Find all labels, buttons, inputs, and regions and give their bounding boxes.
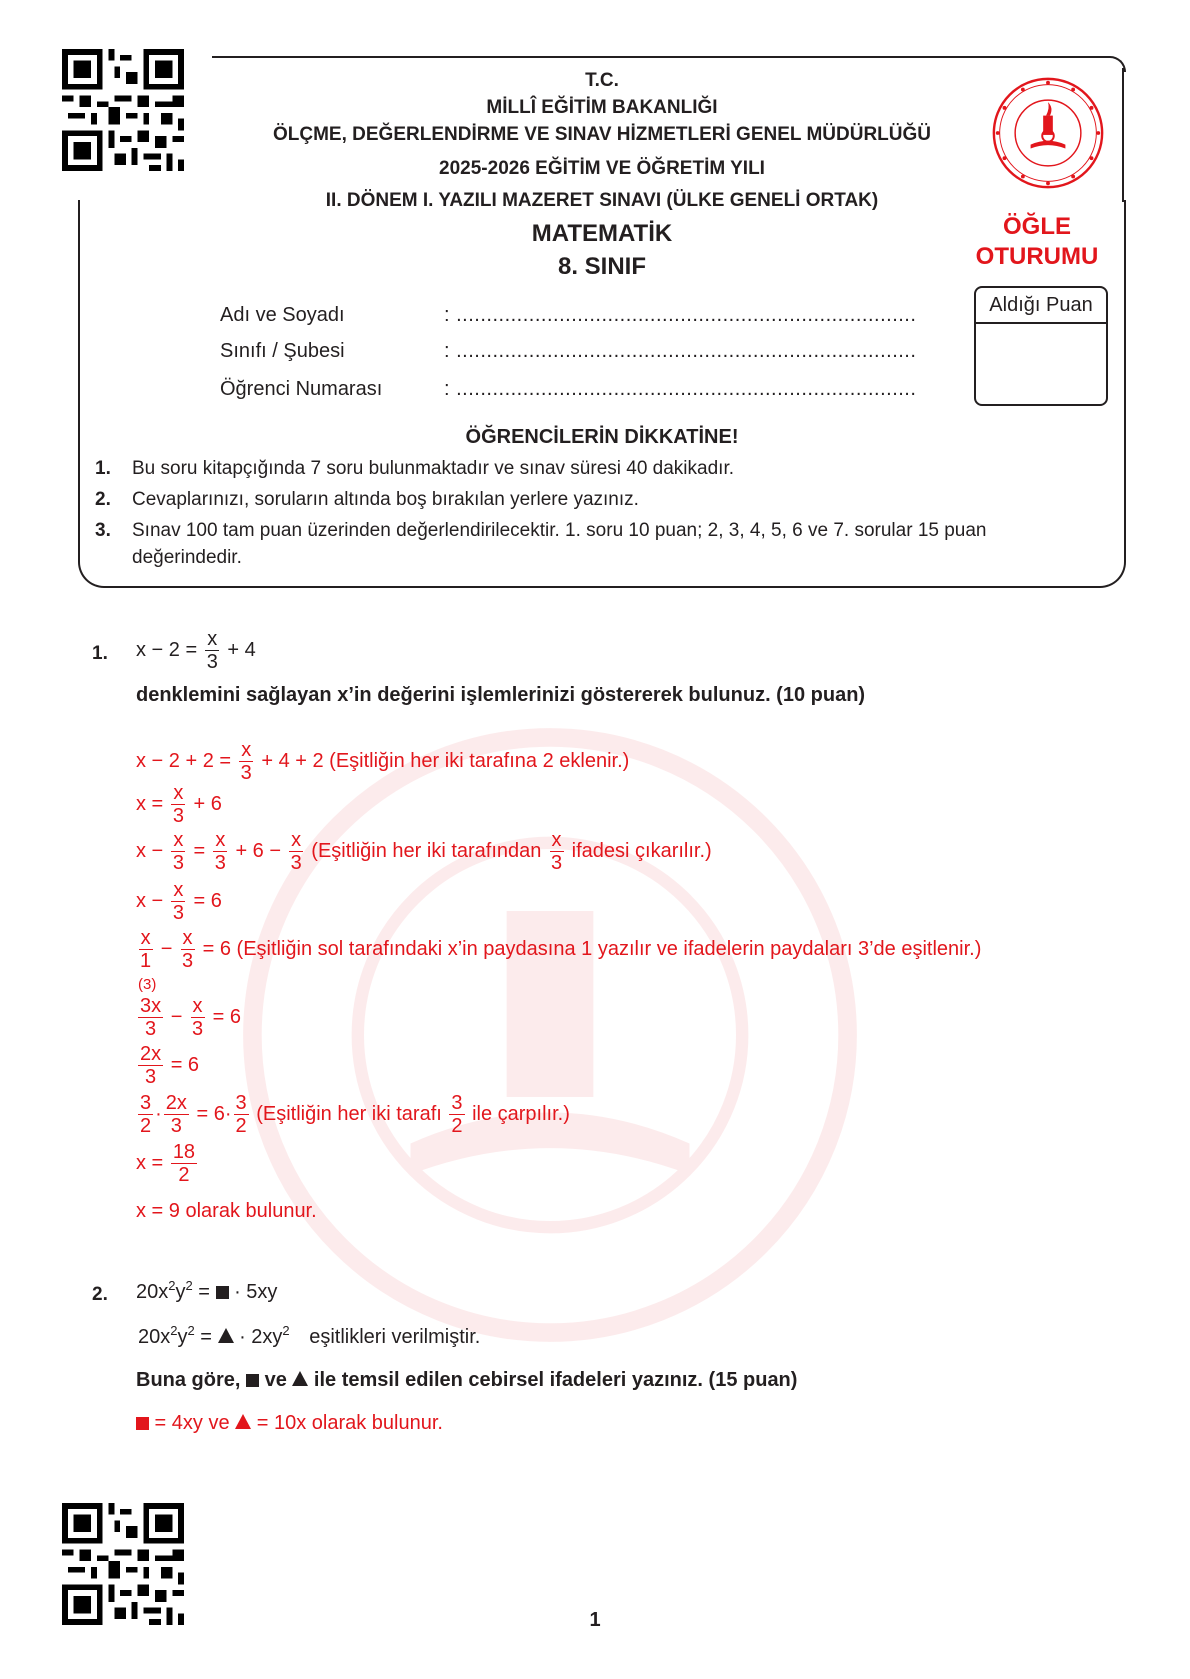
step-text: = 6 bbox=[193, 889, 222, 912]
numerator: x bbox=[241, 739, 252, 761]
numerator: 2x bbox=[140, 1043, 162, 1065]
prompt-text: ile temsil edilen cebirsel ifadeleri yazınız. (15 puan) bbox=[308, 1369, 798, 1391]
question-2-number: 2. bbox=[92, 1284, 108, 1305]
fraction bbox=[180, 928, 195, 971]
fraction bbox=[138, 1044, 163, 1087]
field-name-blank[interactable]: : ............................................................................ bbox=[444, 304, 917, 326]
field-class-label: Sınıfı / Şubesi bbox=[220, 340, 345, 362]
term: y bbox=[175, 1281, 186, 1303]
question-2-equation-2 bbox=[138, 1323, 481, 1349]
numerator: x bbox=[551, 829, 562, 851]
fraction bbox=[449, 1093, 464, 1136]
question-1-equation bbox=[136, 629, 256, 672]
denominator: 2 bbox=[178, 1164, 190, 1186]
equation-right: + 4 bbox=[227, 638, 256, 661]
denominator: 3 bbox=[214, 852, 226, 874]
term: · 2xy bbox=[233, 1326, 283, 1348]
subject-title: MATEMATİK bbox=[531, 220, 673, 247]
answer-text: = 4xy ve bbox=[149, 1412, 236, 1434]
triangle-symbol-icon bbox=[235, 1414, 251, 1429]
answer-text: = 10x olarak bulunur. bbox=[251, 1412, 443, 1434]
denominator: 3 bbox=[170, 1115, 182, 1137]
session-label-line2: OTURUMU bbox=[975, 243, 1099, 270]
numerator: x bbox=[291, 829, 302, 851]
step-text: x = bbox=[136, 792, 164, 815]
step-text: + 4 + 2 (Eşitliğin her iki tarafına 2 eklenir.) bbox=[261, 749, 630, 772]
fraction bbox=[138, 996, 163, 1039]
numerator: 3 bbox=[235, 1092, 247, 1114]
header-frame-side bbox=[1122, 68, 1124, 202]
term: 20x bbox=[138, 1326, 171, 1348]
field-student-number-blank[interactable]: : ............................................................................ bbox=[444, 378, 917, 400]
term: = bbox=[194, 1326, 218, 1348]
header-directorate: ÖLÇME, DEĞERLENDİRME VE SINAV HİZMETLERİ GENEL MÜDÜRLÜĞÜ bbox=[273, 124, 931, 145]
fraction bbox=[289, 830, 304, 873]
denominator: 3 bbox=[172, 805, 184, 827]
step-text: + 6 − bbox=[235, 839, 282, 862]
equation-left: x − 2 = bbox=[136, 638, 198, 661]
denominator: 3 bbox=[172, 852, 184, 874]
step-text: − bbox=[170, 1005, 183, 1028]
fraction bbox=[190, 996, 205, 1039]
step-text: = 6 (Eşitliğin sol tarafındaki x’in paydasına 1 yazılır ve ifadelerin paydaları 3’de eşitlenir.) bbox=[202, 937, 982, 960]
numerator: x bbox=[207, 628, 218, 650]
solution-result: x = 9 olarak bulunur. bbox=[136, 1200, 317, 1222]
numerator: x bbox=[192, 995, 203, 1017]
triangle-symbol-icon bbox=[218, 1328, 234, 1343]
page-number: 1 bbox=[589, 1609, 601, 1631]
numerator: 2x bbox=[165, 1092, 187, 1114]
denominator: 3 bbox=[172, 902, 184, 924]
question-2-answer bbox=[136, 1412, 443, 1435]
solution-step-1 bbox=[136, 740, 629, 783]
term: y bbox=[177, 1326, 188, 1348]
square-symbol-icon bbox=[216, 1286, 229, 1299]
score-box-label: Aldığı Puan bbox=[976, 288, 1106, 324]
fraction bbox=[138, 1093, 153, 1136]
solution-step-3 bbox=[136, 830, 712, 873]
denominator: 3 bbox=[145, 1066, 157, 1088]
term: = bbox=[192, 1281, 216, 1303]
numerator: 3 bbox=[451, 1092, 463, 1114]
step-note: ile çarpılır.) bbox=[472, 1102, 570, 1125]
notice-item-text: Sınav 100 tam puan üzerinden değerlendirilecektir. 1. soru 10 puan; 2, 3, 4, 5, 6 ve 7. sorular 15 puan değerindedir. bbox=[132, 520, 987, 568]
numerator: x bbox=[173, 829, 184, 851]
denominator: 3 bbox=[181, 950, 194, 972]
step-text: + 6 bbox=[193, 792, 222, 815]
exponent: 2 bbox=[168, 1278, 176, 1293]
step-note: (Eşitliğin her iki tarafından bbox=[311, 839, 542, 862]
fraction bbox=[171, 1142, 197, 1185]
prompt-text: ve bbox=[259, 1369, 293, 1391]
step-text: · bbox=[155, 1102, 162, 1125]
step-text: x − 2 + 2 = bbox=[136, 749, 232, 772]
notice-item-text: Cevaplarınızı, soruların altında boş bırakılan yerlere yazınız. bbox=[132, 489, 639, 510]
step-note: ifadesi çıkarılır.) bbox=[571, 839, 712, 862]
solution-step-5 bbox=[136, 928, 981, 971]
step-text: = 6 bbox=[170, 1053, 200, 1076]
numerator: x bbox=[173, 782, 184, 804]
qr-code-bottom bbox=[62, 1503, 184, 1625]
grade-title: 8. SINIF bbox=[557, 253, 647, 280]
solution-step-4 bbox=[136, 880, 222, 923]
exponent: 2 bbox=[170, 1323, 178, 1338]
denominator: 3 bbox=[240, 762, 252, 784]
numerator: x bbox=[173, 879, 184, 901]
fraction bbox=[138, 928, 153, 971]
fraction bbox=[164, 1093, 189, 1136]
notice-item-number: 2. bbox=[95, 489, 111, 510]
exponent: 2 bbox=[187, 1323, 195, 1338]
header-exam-title: II. DÖNEM I. YAZILI MAZERET SINAVI (ÜLKE GENELİ ORTAK) bbox=[325, 190, 879, 211]
equation-suffix: eşitlikleri verilmiştir. bbox=[309, 1326, 481, 1348]
question-2-prompt bbox=[136, 1369, 797, 1392]
field-student-number-label: Öğrenci Numarası bbox=[220, 378, 383, 400]
header-line-tc: T.C. bbox=[585, 70, 619, 91]
watermark-seal bbox=[240, 725, 860, 1345]
step-text: x − bbox=[136, 839, 164, 862]
qr-code-top bbox=[62, 49, 184, 171]
session-label-line1: ÖĞLE bbox=[1002, 213, 1071, 240]
fraction bbox=[549, 830, 564, 873]
fraction bbox=[239, 740, 254, 783]
step-text: = 6· bbox=[196, 1102, 232, 1125]
numerator: 3x bbox=[140, 995, 162, 1017]
field-name-label: Adı ve Soyadı bbox=[220, 304, 345, 326]
exponent: 2 bbox=[282, 1323, 290, 1338]
numerator: 3 bbox=[140, 1092, 152, 1114]
solution-step-8 bbox=[136, 1093, 570, 1136]
solution-step-6 bbox=[136, 996, 241, 1039]
denominator: 2 bbox=[235, 1115, 247, 1137]
notice-item-number: 3. bbox=[95, 520, 111, 541]
numerator: x bbox=[182, 927, 193, 949]
denominator: 3 bbox=[290, 852, 302, 874]
fraction bbox=[171, 830, 186, 873]
fraction bbox=[234, 1093, 249, 1136]
prompt-text: Buna göre, bbox=[136, 1369, 247, 1391]
question-2-equation-1 bbox=[136, 1278, 278, 1304]
solution-step-9 bbox=[136, 1142, 199, 1185]
denominator: 3 bbox=[145, 1018, 157, 1040]
notice-item-number: 1. bbox=[95, 458, 111, 479]
numerator: x bbox=[215, 829, 226, 851]
fraction bbox=[213, 830, 228, 873]
question-1-prompt: denklemini sağlayan x’in değerini işlemlerinizi göstererek bulunuz. (10 puan) bbox=[136, 684, 866, 706]
step-text: = bbox=[193, 839, 206, 862]
fraction bbox=[205, 629, 220, 672]
ministry-seal-logo bbox=[990, 75, 1106, 191]
step-text: = 6 bbox=[212, 1005, 241, 1028]
triangle-symbol-icon bbox=[292, 1371, 308, 1386]
solution-step-2 bbox=[136, 783, 222, 826]
denominator: 3 bbox=[550, 852, 563, 874]
square-symbol-icon bbox=[246, 1374, 259, 1387]
score-box bbox=[974, 286, 1108, 406]
notice-title: ÖĞRENCİLERİN DİKKATİNE! bbox=[465, 426, 739, 448]
step-text: x = bbox=[136, 1151, 164, 1174]
exponent: 2 bbox=[185, 1278, 193, 1293]
field-class-blank[interactable]: : ............................................................................ bbox=[444, 340, 917, 362]
term: 20x bbox=[136, 1281, 169, 1303]
expansion-factor: (3) bbox=[138, 976, 157, 993]
solution-step-7 bbox=[136, 1044, 199, 1087]
square-symbol-icon bbox=[136, 1417, 149, 1430]
step-text: x − bbox=[136, 889, 164, 912]
header-ministry: MİLLÎ EĞİTİM BAKANLIĞI bbox=[486, 97, 718, 118]
term: · 5xy bbox=[228, 1281, 278, 1303]
question-1-number: 1. bbox=[92, 643, 108, 664]
numerator: 18 bbox=[172, 1141, 196, 1163]
fraction bbox=[171, 880, 186, 923]
denominator: 3 bbox=[206, 651, 218, 673]
numerator: x bbox=[140, 927, 151, 949]
notice-item-text: Bu soru kitapçığında 7 soru bulunmaktadır ve sınav süresi 40 dakikadır. bbox=[132, 458, 734, 479]
step-text: − bbox=[160, 937, 173, 960]
fraction bbox=[171, 783, 186, 826]
header-academic-year: 2025-2026 EĞİTİM VE ÖĞRETİM YILI bbox=[439, 158, 765, 179]
step-note: (Eşitliğin her iki tarafı bbox=[256, 1102, 442, 1125]
denominator: 3 bbox=[191, 1018, 204, 1040]
denominator: 2 bbox=[451, 1115, 463, 1137]
denominator: 1 bbox=[140, 950, 152, 972]
denominator: 2 bbox=[140, 1115, 152, 1137]
